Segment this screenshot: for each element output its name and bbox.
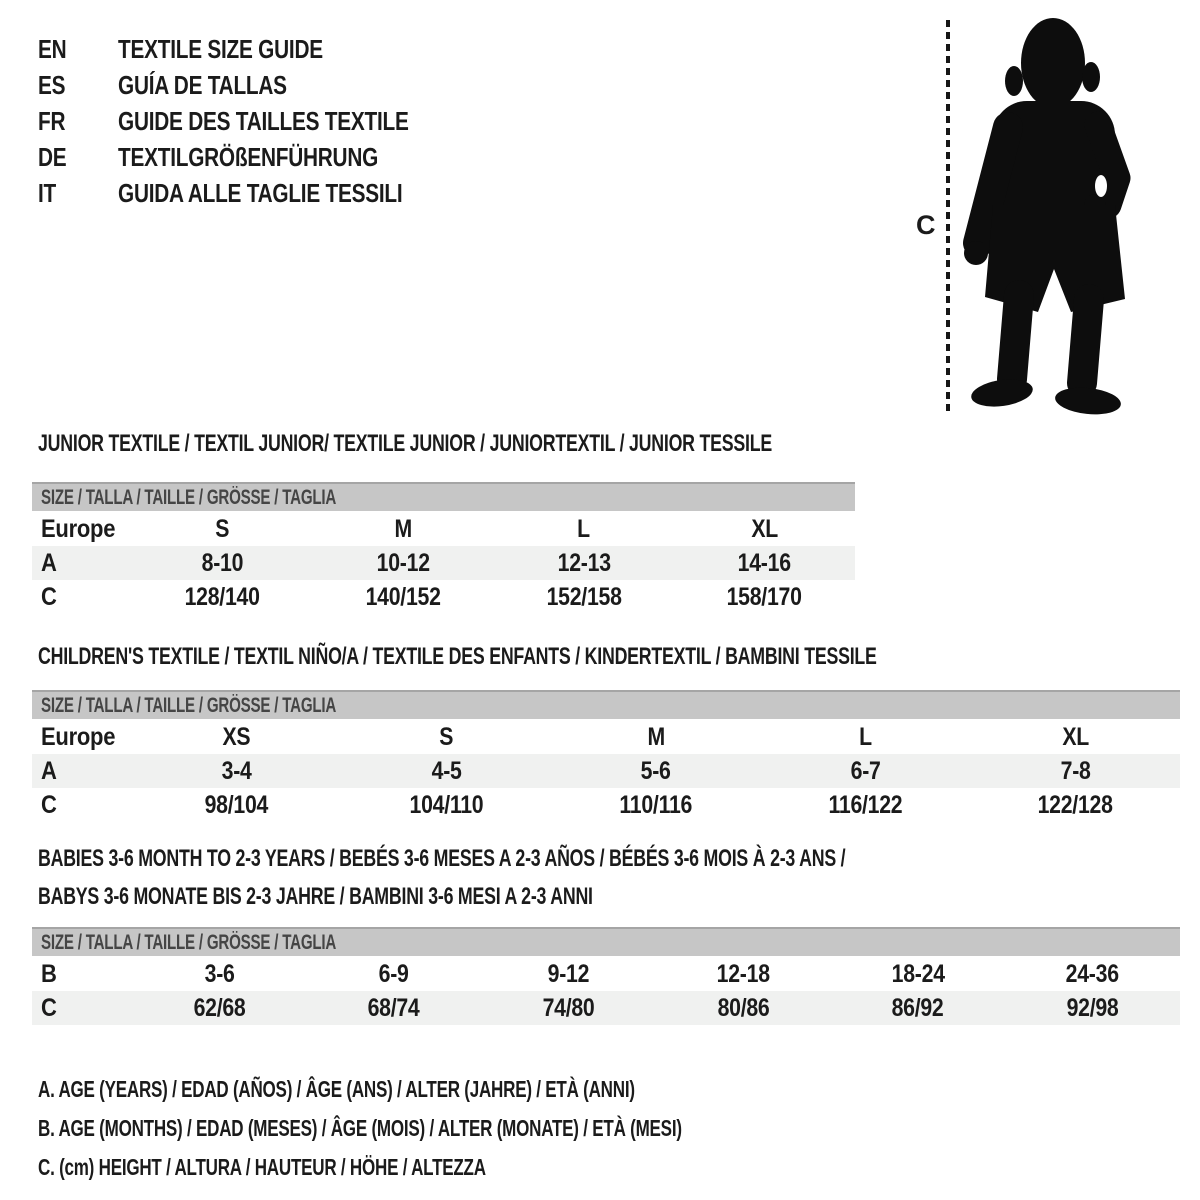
cell-value-text: 4-5 bbox=[431, 756, 462, 785]
cell-value-text: 6-9 bbox=[379, 959, 409, 988]
section-title-text: BABYS 3-6 MONATE BIS 2-3 JAHRE / BAMBINI 3-6 MESI A 2-3 ANNI bbox=[38, 883, 593, 910]
size-header-bar bbox=[32, 482, 855, 511]
language-code-text: FR bbox=[38, 105, 66, 136]
cell-value-text: 14-16 bbox=[738, 548, 792, 577]
footnote-line bbox=[38, 1109, 908, 1148]
size-table bbox=[32, 720, 1180, 822]
cell-value-text: 158/170 bbox=[727, 582, 803, 611]
cell-value-text: 5-6 bbox=[641, 756, 671, 785]
table-row bbox=[32, 512, 855, 546]
language-row bbox=[38, 67, 481, 103]
cell-value-text: M bbox=[647, 722, 665, 751]
row-label-text: C bbox=[41, 790, 57, 819]
cell-value-text: L bbox=[859, 722, 872, 751]
language-title-text: TEXTILGRÖßENFÜHRUNG bbox=[118, 141, 379, 172]
language-title bbox=[118, 70, 329, 101]
cell-value bbox=[494, 512, 675, 546]
language-code bbox=[38, 34, 118, 65]
cell-value bbox=[132, 720, 342, 754]
table-row bbox=[32, 580, 855, 614]
language-code bbox=[38, 178, 118, 209]
cell-value-text: 98/104 bbox=[205, 790, 269, 819]
language-title-text: GUÍA DE TALLAS bbox=[118, 69, 287, 100]
row-label bbox=[32, 720, 132, 754]
section-title bbox=[32, 883, 1180, 921]
cell-value bbox=[132, 957, 307, 991]
cell-value bbox=[307, 957, 482, 991]
footnote-line-text: A. AGE (YEARS) / EDAD (AÑOS) / ÂGE (ANS) / ALTER (JAHRE) / ETÀ (ANNI) bbox=[38, 1076, 635, 1102]
row-label bbox=[32, 788, 132, 822]
language-code-text: IT bbox=[38, 177, 57, 208]
cell-value-text: XL bbox=[751, 514, 778, 543]
cell-value bbox=[831, 957, 1006, 991]
cell-value-text: 116/122 bbox=[828, 790, 903, 819]
footnote-line-text: B. AGE (MONTHS) / EDAD (MESES) / ÂGE (MOIS) / ALTER (MONATE) / ETÀ (MESI) bbox=[38, 1115, 682, 1141]
language-row bbox=[38, 175, 481, 211]
language-row bbox=[38, 103, 481, 139]
language-title-text: TEXTILE SIZE GUIDE bbox=[118, 33, 323, 64]
language-code-text: EN bbox=[38, 33, 67, 64]
cell-value bbox=[831, 991, 1006, 1025]
language-code bbox=[38, 142, 118, 173]
height-measure-label: C bbox=[916, 210, 936, 240]
cell-value-text: XL bbox=[1061, 722, 1089, 751]
language-title bbox=[118, 178, 474, 209]
cell-value bbox=[656, 991, 831, 1025]
cell-value bbox=[551, 720, 761, 754]
cell-value bbox=[132, 580, 313, 614]
cell-value-text: 6-7 bbox=[850, 756, 881, 785]
size-header-bar bbox=[32, 690, 1180, 719]
section-title-text: CHILDREN'S TEXTILE / TEXTIL NIÑO/A / TEXTILE DES ENFANTS / KINDERTEXTIL / BAMBINI TESSILE bbox=[38, 643, 877, 670]
cell-value-text: 140/152 bbox=[365, 582, 441, 611]
section-junior-textile bbox=[32, 430, 855, 614]
cell-value-text: 9-12 bbox=[547, 959, 590, 988]
cell-value bbox=[674, 580, 855, 614]
footnote-line bbox=[38, 1148, 908, 1187]
cell-value bbox=[674, 512, 855, 546]
cell-value bbox=[551, 754, 761, 788]
cell-value bbox=[656, 957, 831, 991]
language-title-block bbox=[38, 31, 481, 211]
section-title bbox=[32, 845, 1180, 883]
row-label bbox=[32, 512, 132, 546]
cell-value bbox=[551, 788, 761, 822]
table-row bbox=[32, 720, 1180, 754]
toddler-silhouette-icon bbox=[962, 13, 1142, 415]
cell-value-text: 12-13 bbox=[557, 548, 611, 577]
cell-value bbox=[313, 512, 494, 546]
table-row bbox=[32, 788, 1180, 822]
row-label-text: A bbox=[41, 756, 57, 785]
cell-value-text: 62/68 bbox=[193, 993, 246, 1022]
cell-value bbox=[307, 991, 482, 1025]
row-label-text: A bbox=[41, 548, 57, 577]
cell-value-text: 80/86 bbox=[717, 993, 770, 1022]
cell-value bbox=[342, 754, 552, 788]
cell-value bbox=[970, 754, 1180, 788]
cell-value bbox=[481, 991, 656, 1025]
cell-value bbox=[970, 788, 1180, 822]
cell-value-text: 152/158 bbox=[546, 582, 622, 611]
table-row bbox=[32, 991, 1180, 1025]
cell-value bbox=[132, 991, 307, 1025]
size-header-bar bbox=[32, 927, 1180, 956]
cell-value-text: 18-24 bbox=[891, 959, 945, 988]
section-title-text: BABIES 3-6 MONTH TO 2-3 YEARS / BEBÉS 3-6 MESES A 2-3 AÑOS / BÉBÉS 3-6 MOIS À 2-3 ANS / bbox=[38, 845, 846, 872]
cell-value-text: XS bbox=[222, 722, 251, 751]
language-code-text: DE bbox=[38, 141, 67, 172]
cell-value bbox=[674, 546, 855, 580]
row-label bbox=[32, 580, 132, 614]
size-header-bar-text: SIZE / TALLA / TAILLE / GRÖSSE / TAGLIA bbox=[41, 693, 337, 717]
cell-value-text: 86/92 bbox=[892, 993, 944, 1022]
cell-value-text: L bbox=[577, 514, 591, 543]
language-row bbox=[38, 31, 481, 67]
language-code-text: ES bbox=[38, 69, 66, 100]
cell-value bbox=[761, 788, 971, 822]
cell-value bbox=[342, 788, 552, 822]
cell-value-text: 92/98 bbox=[1066, 993, 1119, 1022]
cell-value bbox=[761, 754, 971, 788]
cell-value-text: 7-8 bbox=[1060, 756, 1091, 785]
row-label-text: Europe bbox=[41, 722, 116, 751]
cell-value bbox=[1005, 991, 1180, 1025]
language-row bbox=[38, 139, 481, 175]
row-label bbox=[32, 991, 132, 1025]
cell-value bbox=[342, 720, 552, 754]
cell-value bbox=[132, 754, 342, 788]
cell-value-text: 104/110 bbox=[409, 790, 484, 819]
section-babies-textile bbox=[32, 845, 1180, 1025]
cell-value-text: 128/140 bbox=[184, 582, 260, 611]
footnote-line-text: C. (cm) HEIGHT / ALTURA / HAUTEUR / HÖHE / ALTEZZA bbox=[38, 1154, 486, 1180]
cell-value-text: 8-10 bbox=[201, 548, 244, 577]
table-row bbox=[32, 957, 1180, 991]
section-title-text: JUNIOR TEXTILE / TEXTIL JUNIOR/ TEXTILE JUNIOR / JUNIORTEXTIL / JUNIOR TESSILE bbox=[38, 430, 772, 457]
language-title bbox=[118, 34, 374, 65]
cell-value-text: 122/128 bbox=[1037, 790, 1113, 819]
language-code bbox=[38, 70, 118, 101]
size-header-bar-text: SIZE / TALLA / TAILLE / GRÖSSE / TAGLIA bbox=[41, 485, 337, 509]
cell-value bbox=[313, 580, 494, 614]
cell-value-text: 68/74 bbox=[368, 993, 420, 1022]
row-label bbox=[32, 957, 132, 991]
cell-value-text: 3-6 bbox=[204, 959, 235, 988]
row-label-text: C bbox=[41, 582, 57, 611]
cell-value bbox=[481, 957, 656, 991]
cell-value bbox=[494, 546, 675, 580]
language-title-text: GUIDE DES TAILLES TEXTILE bbox=[118, 105, 409, 136]
footnotes bbox=[38, 1070, 908, 1187]
footnote-line bbox=[38, 1070, 908, 1109]
cell-value-text: 3-4 bbox=[221, 756, 252, 785]
language-title-text: GUIDA ALLE TAGLIE TESSILI bbox=[118, 177, 403, 208]
size-header-bar-text: SIZE / TALLA / TAILLE / GRÖSSE / TAGLIA bbox=[41, 930, 337, 954]
row-label-text: C bbox=[41, 993, 57, 1022]
cell-value-text: S bbox=[439, 722, 454, 751]
cell-value bbox=[494, 580, 675, 614]
section-childrens-textile bbox=[32, 643, 1180, 822]
row-label-text: B bbox=[41, 959, 57, 988]
language-code bbox=[38, 106, 118, 137]
cell-value bbox=[970, 720, 1180, 754]
cell-value-text: S bbox=[215, 514, 230, 543]
height-figure bbox=[900, 8, 1170, 423]
cell-value bbox=[132, 512, 313, 546]
cell-value bbox=[761, 720, 971, 754]
row-label bbox=[32, 754, 132, 788]
cell-value bbox=[1005, 957, 1180, 991]
size-table bbox=[32, 512, 855, 614]
section-title bbox=[32, 430, 855, 460]
table-row bbox=[32, 546, 855, 580]
cell-value-text: M bbox=[394, 514, 412, 543]
row-label-text: Europe bbox=[41, 514, 116, 543]
table-row bbox=[32, 754, 1180, 788]
cell-value bbox=[132, 788, 342, 822]
cell-value-text: 24-36 bbox=[1066, 959, 1120, 988]
cell-value-text: 10-12 bbox=[376, 548, 430, 577]
language-title bbox=[118, 106, 481, 137]
height-dashed-line bbox=[946, 20, 950, 412]
cell-value bbox=[313, 546, 494, 580]
cell-value-text: 110/116 bbox=[619, 790, 693, 819]
section-title bbox=[32, 643, 1180, 673]
cell-value bbox=[132, 546, 313, 580]
language-title bbox=[118, 142, 443, 173]
size-table bbox=[32, 957, 1180, 1025]
cell-value-text: 12-18 bbox=[716, 959, 770, 988]
cell-value-text: 74/80 bbox=[542, 993, 595, 1022]
row-label bbox=[32, 546, 132, 580]
